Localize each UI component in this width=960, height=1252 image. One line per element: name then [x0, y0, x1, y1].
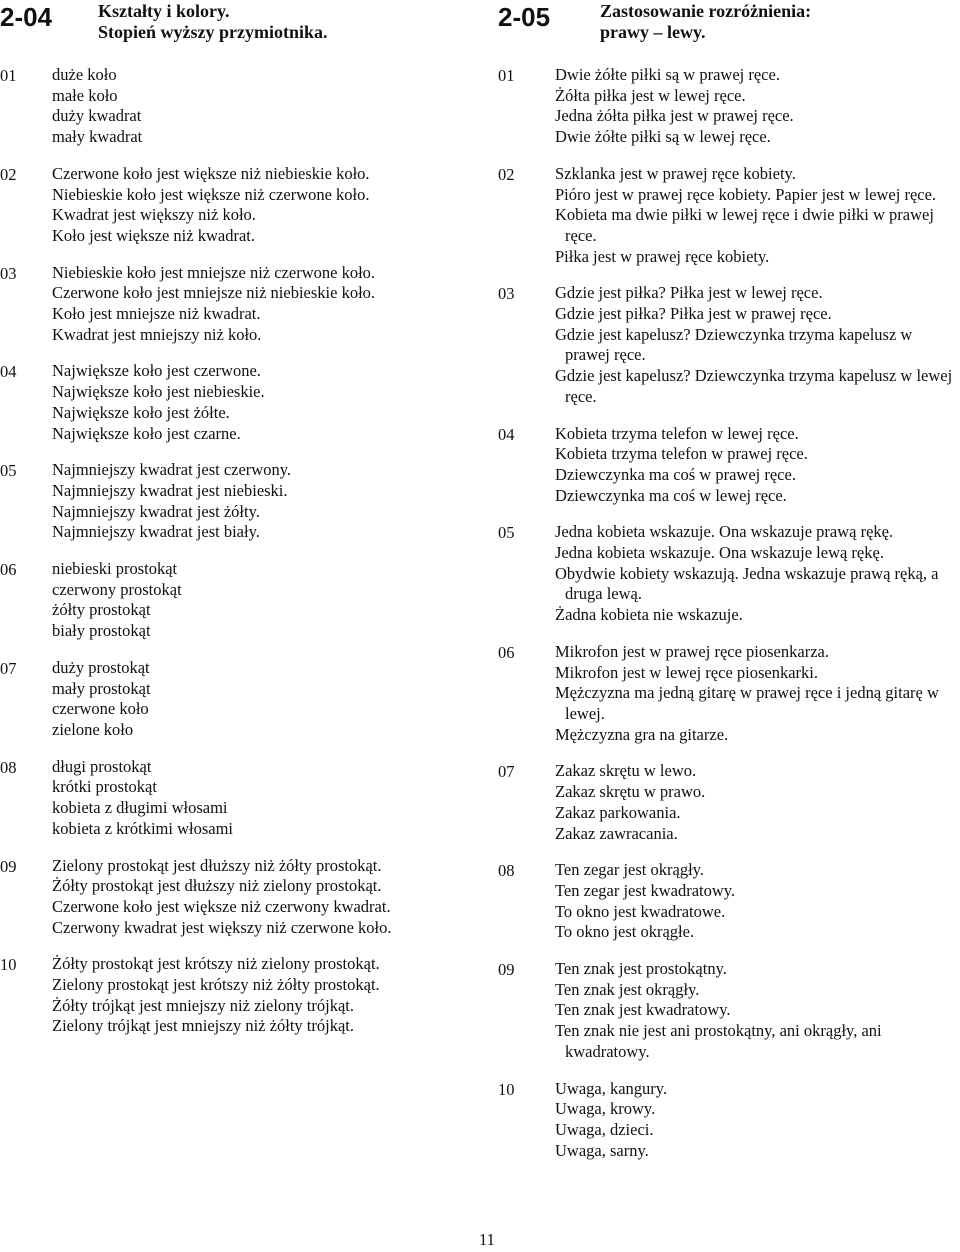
sentence: biały prostokąt	[52, 621, 151, 641]
sentence: Jedna żółta piłka jest w prawej ręce.	[555, 106, 794, 126]
sentence: kobieta z krótkimi włosami	[52, 818, 234, 838]
exercise-sentences	[555, 65, 960, 148]
sentence: Zielony prostokąt jest krótszy niż żółty prostokąt.	[52, 975, 380, 995]
sentence: Ten zegar jest okrągły.	[555, 860, 704, 880]
sentence: Kobieta ma dwie piłki w lewej ręce i dwie piłki w prawej ręce.	[555, 205, 934, 245]
sentence: żółty prostokąt	[52, 600, 151, 620]
sentence: Największe koło jest żółte.	[52, 402, 230, 422]
exercise-sentences	[52, 361, 468, 444]
exercise-number: 09	[498, 960, 515, 980]
lesson-code: 2-05	[498, 2, 551, 32]
exercise-number: 09	[0, 856, 17, 876]
exercise-sentences	[52, 658, 468, 741]
sentence: krótki prostokąt	[52, 777, 157, 797]
sentence: Największe koło jest czerwone.	[52, 361, 261, 381]
exercise-sentences	[52, 559, 468, 642]
sentence: Najmniejszy kwadrat jest niebieski.	[52, 480, 288, 500]
exercise-sentences	[52, 757, 468, 840]
sentence: duży prostokąt	[52, 657, 150, 677]
sentence: Dwie żółte piłki są w lewej ręce.	[555, 127, 771, 147]
sentence: Gdzie jest kapelusz? Dziewczynka trzyma kapelusz w prawej ręce.	[555, 324, 913, 365]
sentence: Uwaga, kangury.	[555, 1078, 668, 1098]
exercise-number: 02	[498, 164, 515, 184]
sentence: Ten znak nie jest ani prostokątny, ani okrągły, ani kwadratowy.	[555, 1021, 882, 1061]
sentence: Ten zegar jest kwadratowy.	[555, 880, 736, 900]
sentence: Zielony trójkąt jest mniejszy niż żółty trójkąt.	[52, 1016, 354, 1036]
sentence: Najmniejszy kwadrat jest biały.	[52, 522, 260, 542]
sentence: mały prostokąt	[52, 678, 151, 698]
sentence: Kobieta trzyma telefon w prawej ręce.	[555, 444, 808, 464]
exercise-number: 03	[498, 284, 515, 304]
sentence: Pióro jest w prawej ręce kobiety. Papier jest w lewej ręce.	[555, 184, 937, 204]
lesson-title	[98, 1, 328, 43]
sentence: długi prostokąt	[52, 756, 152, 776]
exercise-item	[0, 263, 468, 346]
exercise-item	[498, 65, 960, 148]
lesson-2-05	[498, 0, 960, 1177]
sentence: Żółty trójkąt jest mniejszy niż zielony trójkąt.	[52, 995, 354, 1015]
sentence: Czerwony kwadrat jest większy niż czerwone koło.	[52, 917, 392, 937]
exercise-item	[498, 522, 960, 626]
exercise-item	[498, 761, 960, 844]
sentence: Kwadrat jest mniejszy niż koło.	[52, 324, 262, 344]
exercise-number: 03	[0, 263, 17, 283]
lesson-title-line: Zastosowanie rozróżnienia:	[600, 1, 812, 21]
exercise-item	[0, 460, 468, 543]
sentence: Żółta piłka jest w lewej ręce.	[555, 85, 746, 105]
exercise-number: 06	[498, 642, 515, 662]
exercise-sentences	[555, 1079, 960, 1162]
exercise-sentences	[555, 283, 960, 407]
sentence: Czerwone koło jest większe niż niebieskie koło.	[52, 163, 370, 183]
exercise-sentences	[52, 263, 468, 346]
exercise-sentences	[555, 761, 960, 844]
sentence: Koło jest większe niż kwadrat.	[52, 225, 255, 245]
page-number: 11	[479, 1230, 495, 1249]
lesson-title-line: Kształty i kolory.	[98, 1, 230, 21]
sentence: Żółty prostokąt jest krótszy niż zielony prostokąt.	[52, 954, 380, 974]
sentence: Gdzie jest kapelusz? Dziewczynka trzyma kapelusz w lewej ręce.	[555, 366, 953, 406]
sentence: Uwaga, dzieci.	[555, 1119, 654, 1139]
sentence: Największe koło jest niebieskie.	[52, 382, 265, 402]
sentence: Niebieskie koło jest większe niż czerwone koło.	[52, 184, 370, 204]
exercise-item	[498, 860, 960, 943]
sentence: Najmniejszy kwadrat jest czerwony.	[52, 460, 292, 480]
exercise-sentences	[52, 65, 468, 148]
sentence: Zielony prostokąt jest dłuższy niż żółty prostokąt.	[52, 855, 382, 875]
exercise-sentences	[555, 164, 960, 268]
sentence: Jedna kobieta wskazuje. Ona wskazuje lewą rękę.	[555, 543, 884, 563]
exercise-sentences	[555, 522, 960, 626]
sentence: Obydwie kobiety wskazują. Jedna wskazuje prawą ręką, a druga lewą.	[555, 563, 939, 604]
exercise-number: 05	[498, 523, 515, 543]
exercise-number: 01	[0, 66, 17, 85]
exercise-item	[0, 164, 468, 247]
exercise-item	[498, 283, 960, 407]
exercise-number: 06	[0, 560, 17, 580]
sentence: Żadna kobieta nie wskazuje.	[555, 605, 743, 625]
exercise-number: 07	[0, 658, 17, 678]
sentence: Mężczyzna gra na gitarze.	[555, 724, 729, 744]
exercise-item	[498, 164, 960, 268]
exercise-number: 04	[0, 362, 17, 382]
sentence: Zakaz skrętu w prawo.	[555, 782, 706, 802]
sentence: Ten znak jest prostokątny.	[555, 959, 727, 979]
exercise-list	[498, 65, 960, 1161]
sentence: Mikrofon jest w lewej ręce piosenkarki.	[555, 662, 819, 682]
sentence: mały kwadrat	[52, 127, 143, 147]
sentence: Najmniejszy kwadrat jest żółty.	[52, 501, 260, 521]
exercise-number: 07	[498, 762, 515, 782]
exercise-number: 05	[0, 461, 17, 481]
sentence: Ten znak jest okrągły.	[555, 979, 700, 999]
sentence: małe koło	[52, 85, 118, 105]
exercise-item	[498, 959, 960, 1063]
sentence: Piłka jest w prawej ręce kobiety.	[555, 246, 770, 266]
exercise-item	[0, 856, 468, 939]
exercise-sentences	[52, 164, 468, 247]
exercise-item	[0, 658, 468, 741]
sentence: Zakaz zawracania.	[555, 823, 678, 843]
exercise-sentences	[52, 856, 468, 939]
sentence: To okno jest kwadratowe.	[555, 901, 726, 921]
sentence: Czerwone koło jest większe niż czerwony kwadrat.	[52, 896, 391, 916]
sentence: Gdzie jest piłka? Piłka jest w lewej ręce.	[555, 283, 823, 303]
sentence: Szklanka jest w prawej ręce kobiety.	[555, 163, 796, 183]
sentence: Kobieta trzyma telefon w lewej ręce.	[555, 423, 799, 443]
sentence: To okno jest okrągłe.	[555, 922, 695, 942]
sentence: Czerwone koło jest mniejsze niż niebieskie koło.	[52, 283, 376, 303]
exercise-item	[498, 424, 960, 507]
exercise-item	[498, 1079, 960, 1162]
exercise-sentences	[555, 959, 960, 1063]
exercise-number: 04	[498, 424, 515, 444]
sentence: duże koło	[52, 65, 117, 84]
exercise-number: 01	[498, 66, 515, 85]
exercise-item	[0, 559, 468, 642]
exercise-sentences	[555, 860, 960, 943]
sentence: duży kwadrat	[52, 106, 142, 126]
exercise-number: 08	[0, 757, 17, 777]
sentence: Dziewczynka ma coś w lewej ręce.	[555, 485, 787, 505]
exercise-list	[0, 65, 468, 1037]
exercise-item	[0, 954, 468, 1037]
exercise-number: 10	[0, 955, 17, 975]
sentence: Koło jest mniejsze niż kwadrat.	[52, 304, 261, 324]
sentence: Mikrofon jest w prawej ręce piosenkarza.	[555, 641, 829, 661]
exercise-sentences	[52, 460, 468, 543]
lesson-title-line: Stopień wyższy przymiotnika.	[98, 22, 328, 42]
exercise-number: 08	[498, 861, 515, 881]
sentence: Żółty prostokąt jest dłuższy niż zielony prostokąt.	[52, 876, 382, 896]
exercise-sentences	[52, 954, 468, 1037]
sentence: Mężczyzna ma jedną gitarę w prawej ręce i jedną gitarę w lewej.	[555, 683, 939, 723]
sentence: Gdzie jest piłka? Piłka jest w prawej ręce.	[555, 304, 832, 324]
sentence: czerwone koło	[52, 699, 149, 719]
lesson-header	[498, 0, 960, 62]
sentence: Zakaz skrętu w lewo.	[555, 761, 697, 781]
exercise-number: 10	[498, 1079, 515, 1099]
lesson-header	[0, 0, 468, 62]
sentence: Dwie żółte piłki są w prawej ręce.	[555, 65, 780, 84]
exercise-item	[0, 65, 468, 148]
sentence: Uwaga, sarny.	[555, 1140, 649, 1160]
sentence: Jedna kobieta wskazuje. Ona wskazuje prawą rękę.	[555, 522, 894, 542]
sentence: kobieta z długimi włosami	[52, 798, 228, 818]
lesson-title	[600, 1, 811, 43]
exercise-number: 02	[0, 164, 17, 184]
sentence: Kwadrat jest większy niż koło.	[52, 205, 256, 225]
sentence: Dziewczynka ma coś w prawej ręce.	[555, 464, 796, 484]
exercise-item	[498, 642, 960, 746]
sentence: Niebieskie koło jest mniejsze niż czerwone koło.	[52, 262, 376, 282]
sentence: czerwony prostokąt	[52, 579, 182, 599]
sentence: zielone koło	[52, 719, 134, 739]
sentence: Uwaga, krowy.	[555, 1099, 656, 1119]
exercise-sentences	[555, 642, 960, 746]
exercise-item	[0, 361, 468, 444]
sentence: niebieski prostokąt	[52, 559, 178, 579]
lesson-2-04	[0, 0, 468, 1053]
exercise-sentences	[555, 424, 960, 507]
sentence: Największe koło jest czarne.	[52, 423, 241, 443]
exercise-item	[0, 757, 468, 840]
sentence: Zakaz parkowania.	[555, 802, 681, 822]
lesson-code: 2-04	[0, 2, 53, 32]
lesson-title-line: prawy – lewy.	[600, 22, 706, 42]
sentence: Ten znak jest kwadratowy.	[555, 1000, 731, 1020]
